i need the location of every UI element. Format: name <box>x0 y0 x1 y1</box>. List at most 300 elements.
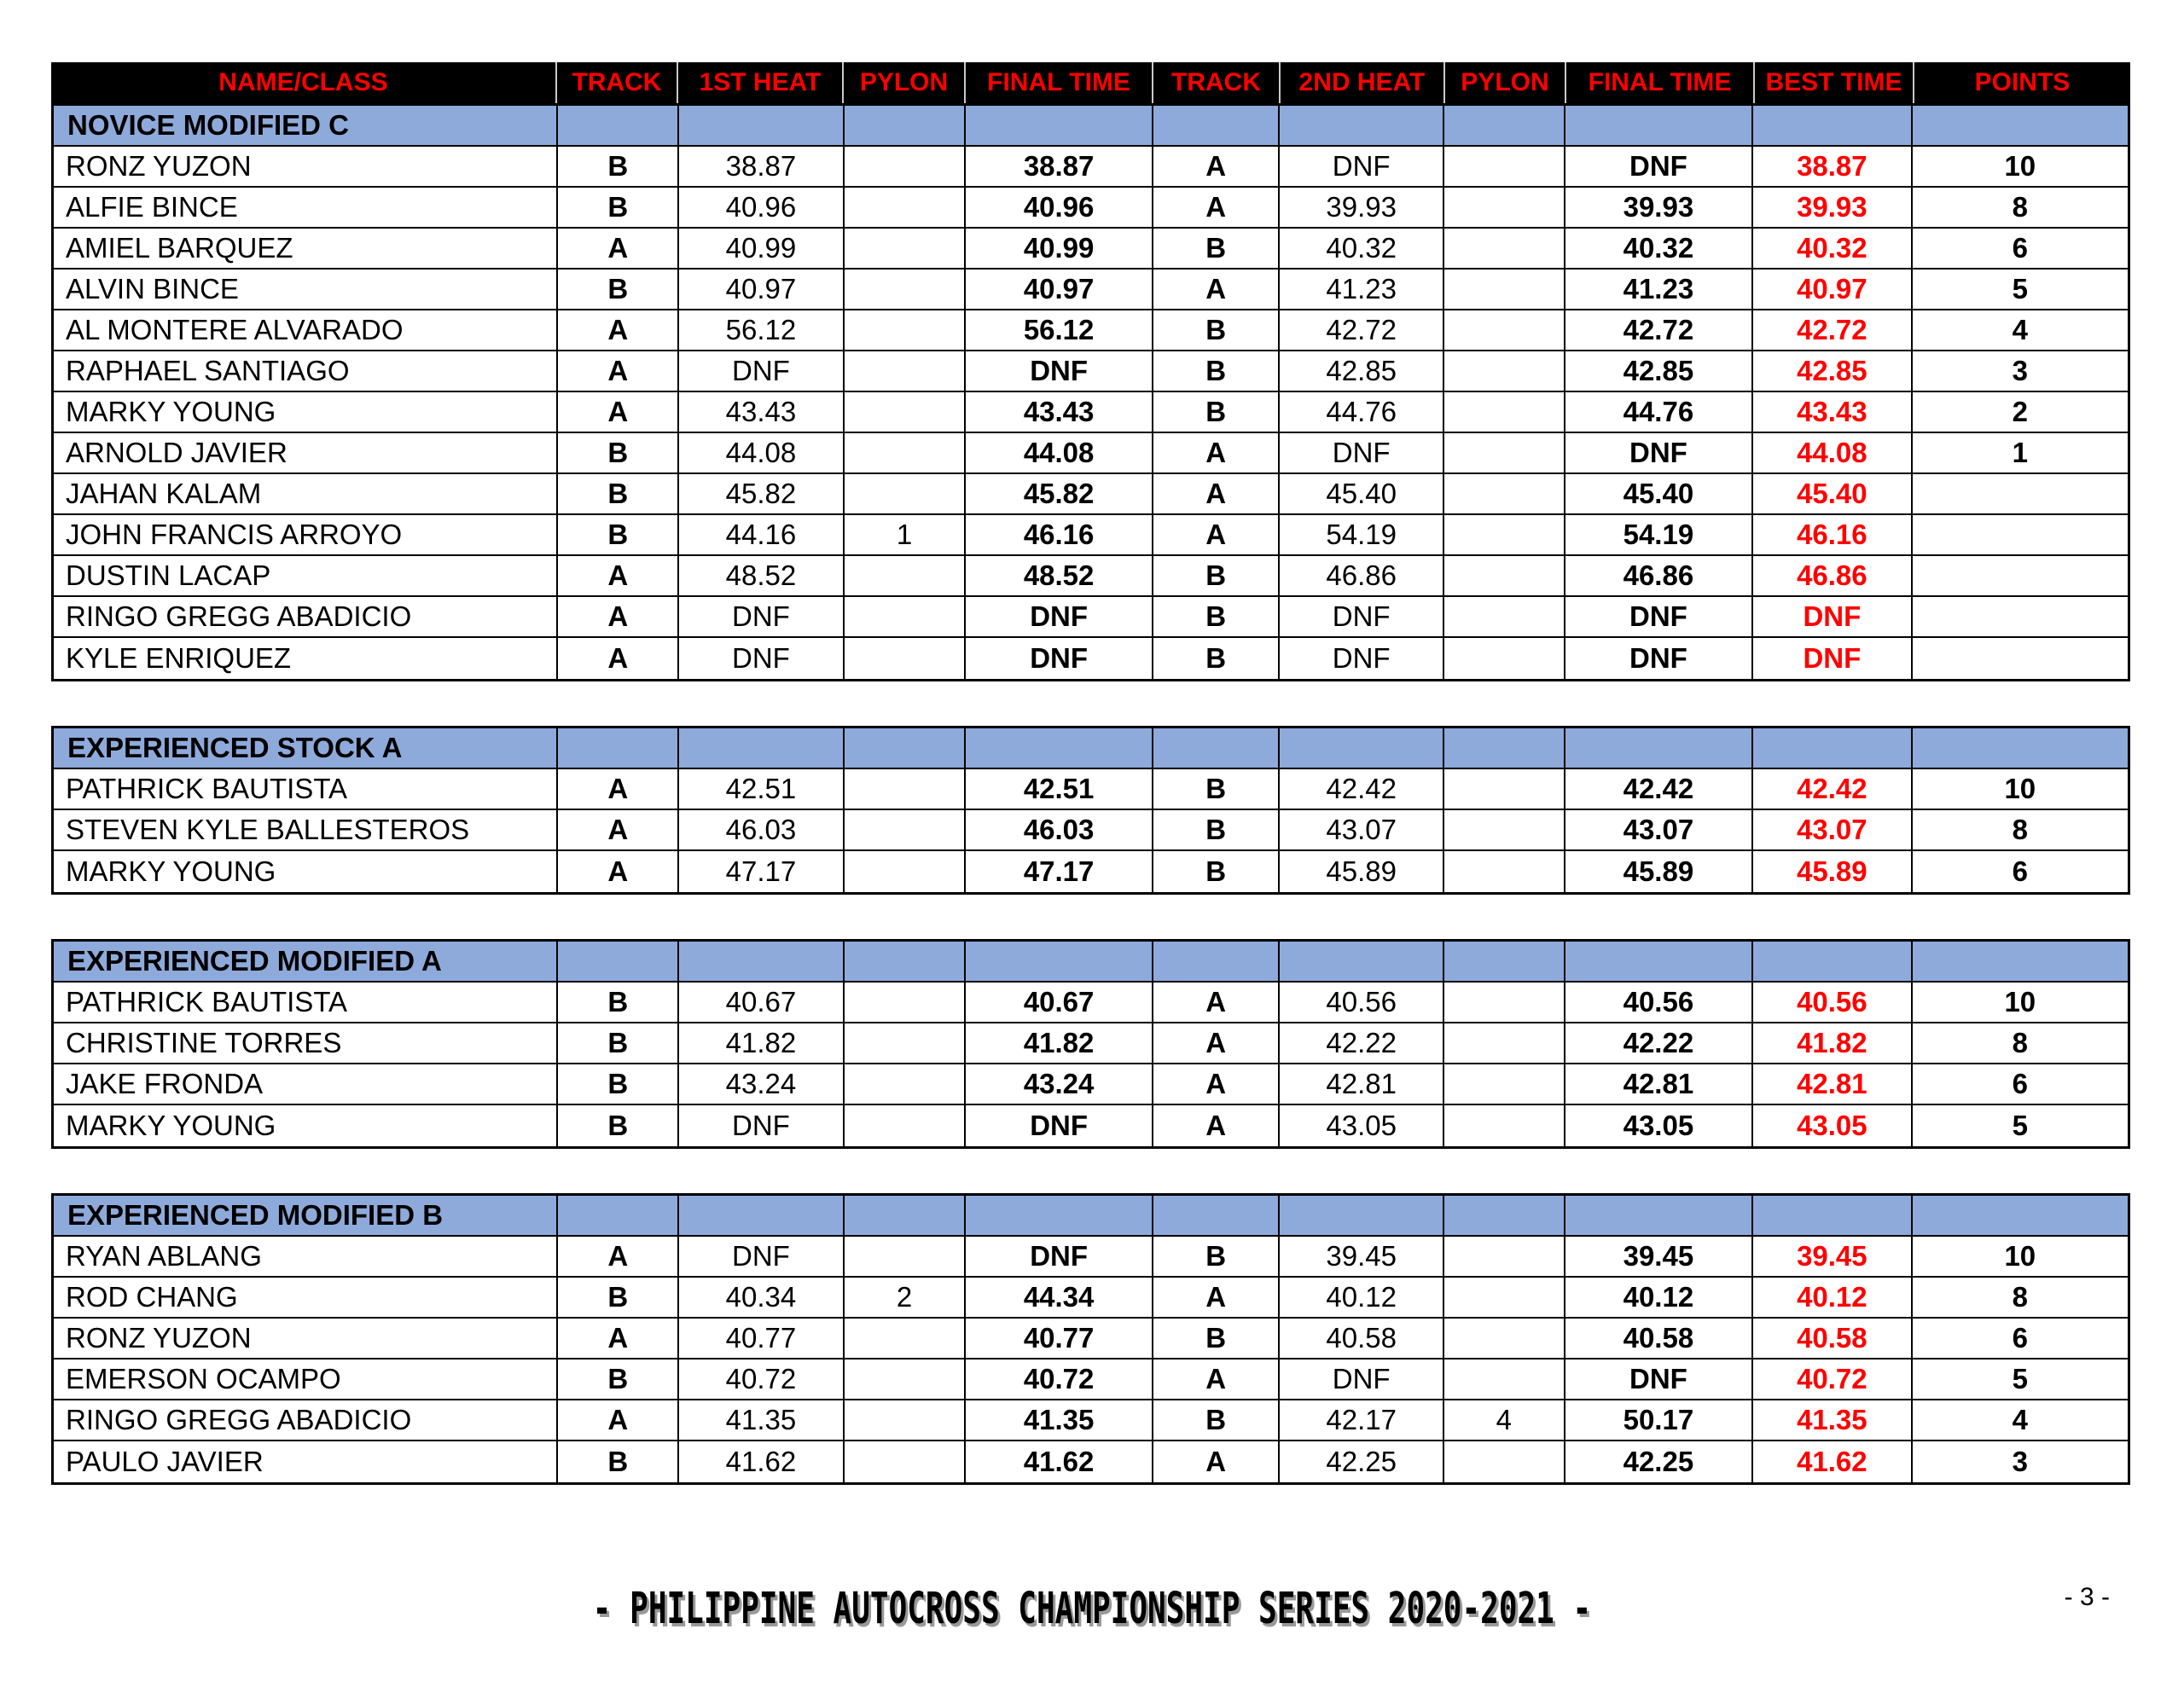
cell-best: 44.08 <box>1753 433 1912 474</box>
cell-heat2: 42.81 <box>1280 1064 1444 1105</box>
cell-best: 40.32 <box>1753 229 1912 270</box>
cell-points: 10 <box>1913 147 2128 188</box>
cell-best: 39.93 <box>1753 188 1912 229</box>
cell-final2: DNF <box>1565 597 1753 638</box>
cell-pylon2 <box>1444 229 1565 270</box>
cell-pylon1 <box>845 1359 967 1400</box>
cell-heat2: 45.89 <box>1280 851 1444 892</box>
cell-track2: A <box>1153 188 1281 229</box>
cell-track1: A <box>558 1400 679 1441</box>
cell-final1: 41.62 <box>966 1441 1153 1482</box>
section-title-spacer <box>966 728 1153 769</box>
section-title-spacer <box>966 942 1153 983</box>
cell-track1: B <box>558 188 679 229</box>
cell-points: 8 <box>1913 1023 2128 1064</box>
cell-points: 10 <box>1913 769 2128 810</box>
cell-pylon2 <box>1444 1064 1565 1105</box>
cell-points: 2 <box>1913 392 2128 433</box>
cell-track2: B <box>1153 638 1281 679</box>
cell-pylon1 <box>845 597 967 638</box>
cell-points: 6 <box>2012 855 2028 887</box>
cell-heat1: 41.35 <box>679 1400 845 1441</box>
section-title-spacer <box>1565 1196 1753 1237</box>
cell-pylon1 <box>845 1064 967 1105</box>
cell-pylon2 <box>1444 1237 1565 1278</box>
cell-name: MARKY YOUNG <box>54 392 558 433</box>
cell-points: 4 <box>1913 1400 2128 1441</box>
cell-final2: DNF <box>1565 147 1753 188</box>
cell-pylon2 <box>1444 515 1565 556</box>
cell-heat2: 43.07 <box>1280 810 1444 851</box>
cell-pylon1 <box>845 270 967 310</box>
cell-heat1: 40.34 <box>679 1278 845 1319</box>
cell-points: 10 <box>1913 983 2128 1023</box>
cell-best: 43.05 <box>1753 1105 1912 1146</box>
cell-track2: B <box>1153 1400 1281 1441</box>
cell-heat2: 42.22 <box>1280 1023 1444 1064</box>
cell-best: 40.56 <box>1753 983 1912 1023</box>
cell-final2: 42.85 <box>1565 351 1753 392</box>
cell-track1: B <box>558 433 679 474</box>
cell-final1: 38.87 <box>966 147 1153 188</box>
column-header-9: FINAL TIME <box>1566 62 1755 103</box>
cell-final2: 54.19 <box>1565 515 1753 556</box>
cell-pylon2 <box>1444 851 1565 892</box>
cell-pylon2 <box>1444 351 1565 392</box>
cell-heat1: 41.82 <box>679 1023 845 1064</box>
cell-pylon1 <box>845 810 967 851</box>
cell-track2: A <box>1153 1441 1281 1482</box>
cell-track2: A <box>1153 1064 1281 1105</box>
cell-pylon2 <box>1444 1105 1565 1146</box>
cell-track1: B <box>558 1105 679 1146</box>
section-title-spacer <box>679 106 845 147</box>
cell-best: 42.85 <box>1753 351 1912 392</box>
cell-track1: B <box>558 474 679 515</box>
cell-heat1: DNF <box>679 1105 845 1146</box>
column-header-3: 1ST HEAT <box>678 62 844 103</box>
class-section <box>51 726 2130 895</box>
section-title-spacer <box>1280 1196 1444 1237</box>
cell-final2: 40.32 <box>1565 229 1753 270</box>
cell-track1: A <box>558 851 679 892</box>
cell-heat2: DNF <box>1280 1359 1444 1400</box>
cell-final1: 40.99 <box>966 229 1153 270</box>
section-title-spacer <box>679 728 845 769</box>
cell-best: DNF <box>1753 638 1912 679</box>
cell-best: 41.62 <box>1753 1441 1912 1482</box>
cell-track1: A <box>558 597 679 638</box>
results-table <box>51 62 2130 1485</box>
cell-track2: A <box>1153 515 1281 556</box>
cell-final2: 42.22 <box>1565 1023 1753 1064</box>
cell-track2: A <box>1153 270 1281 310</box>
cell-track2: B <box>1153 769 1281 810</box>
section-title-spacer <box>558 1196 679 1237</box>
cell-best: 40.72 <box>1753 1359 1912 1400</box>
cell-final2: 42.25 <box>1565 1441 1753 1482</box>
cell-name: ALVIN BINCE <box>54 270 558 310</box>
cell-final1: 40.77 <box>966 1319 1153 1359</box>
cell-points: 5 <box>1913 270 2128 310</box>
cell-heat1: DNF <box>679 351 845 392</box>
cell-heat1: 40.77 <box>679 1319 845 1359</box>
cell-final2: 40.58 <box>1565 1319 1753 1359</box>
cell-pylon1 <box>845 392 967 433</box>
cell-heat1: 48.52 <box>679 556 845 597</box>
section-title-spacer <box>1913 728 2128 769</box>
cell-best: 42.42 <box>1753 769 1912 810</box>
cell-heat2: DNF <box>1280 433 1444 474</box>
cell-name: RINGO GREGG ABADICIO <box>54 597 558 638</box>
cell-points: 10 <box>1913 1237 2128 1278</box>
cell-final2: 46.86 <box>1565 556 1753 597</box>
cell-track1: A <box>558 638 679 679</box>
section-title: NOVICE MODIFIED C <box>54 106 558 147</box>
cell-pylon2 <box>1444 769 1565 810</box>
cell-pylon1 <box>845 229 967 270</box>
section-title-spacer <box>558 942 679 983</box>
cell-name: RYAN ABLANG <box>54 1237 558 1278</box>
cell-heat1: 44.08 <box>679 433 845 474</box>
cell-heat1: 40.97 <box>679 270 845 310</box>
cell-heat1: 41.62 <box>679 1441 845 1482</box>
cell-pylon2 <box>1444 433 1565 474</box>
cell-pylon1 <box>845 310 967 351</box>
cell-heat2: 40.58 <box>1280 1319 1444 1359</box>
cell-track2: A <box>1153 1023 1281 1064</box>
cell-pylon2 <box>1444 810 1565 851</box>
cell-track1: B <box>558 1023 679 1064</box>
cell-pylon1 <box>845 1105 967 1146</box>
cell-pylon1 <box>845 1319 967 1359</box>
cell-pylon2 <box>1444 1441 1565 1482</box>
cell-name: ROD CHANG <box>54 1278 558 1319</box>
cell-name: MARKY YOUNG <box>54 1105 558 1146</box>
cell-heat1: DNF <box>679 1237 845 1278</box>
cell-track1: B <box>558 983 679 1023</box>
section-title-spacer <box>679 1196 845 1237</box>
cell-heat1: 56.12 <box>679 310 845 351</box>
cell-points <box>1913 597 2128 638</box>
cell-pylon1 <box>845 983 967 1023</box>
cell-final2: 39.45 <box>1565 1237 1753 1278</box>
cell-pylon2 <box>1444 597 1565 638</box>
cell-heat1: 42.51 <box>679 769 845 810</box>
cell-track1: B <box>558 1441 679 1482</box>
cell-heat1: 40.96 <box>679 188 845 229</box>
cell-heat2: 43.05 <box>1280 1105 1444 1146</box>
cell-final2: 45.40 <box>1565 474 1753 515</box>
cell-best: 40.58 <box>1753 1319 1912 1359</box>
cell-heat1: DNF <box>679 638 845 679</box>
cell-track1: A <box>558 1319 679 1359</box>
cell-track2: A <box>1153 433 1281 474</box>
cell-best: 38.87 <box>1753 147 1912 188</box>
cell-pylon1 <box>845 1441 967 1482</box>
section-title-spacer <box>1913 942 2128 983</box>
cell-points <box>1913 515 2128 556</box>
cell-heat2: DNF <box>1280 147 1444 188</box>
cell-best: 42.72 <box>1753 310 1912 351</box>
cell-points: 8 <box>1913 188 2128 229</box>
cell-final1: 47.17 <box>966 851 1153 892</box>
section-title-spacer <box>845 728 967 769</box>
cell-pylon1 <box>845 147 967 188</box>
column-header-10: BEST TIME <box>1755 62 1914 103</box>
table-header-row <box>51 62 2130 103</box>
section-title-spacer <box>1280 728 1444 769</box>
section-title-spacer <box>1565 728 1753 769</box>
cell-pylon1 <box>845 474 967 515</box>
cell-final2: 44.76 <box>1565 392 1753 433</box>
cell-final2: 50.17 <box>1565 1400 1753 1441</box>
cell-best: 40.97 <box>1753 270 1912 310</box>
cell-heat1: 40.99 <box>679 229 845 270</box>
cell-final2: 42.42 <box>1565 769 1753 810</box>
cell-best: 46.86 <box>1753 556 1912 597</box>
cell-track1: B <box>558 147 679 188</box>
cell-track1: B <box>558 270 679 310</box>
cell-name: RONZ YUZON <box>54 147 558 188</box>
cell-name: RINGO GREGG ABADICIO <box>54 1400 558 1441</box>
cell-best: 43.43 <box>1753 392 1912 433</box>
cell-heat2: 40.56 <box>1280 983 1444 1023</box>
cell-points <box>1913 556 2128 597</box>
cell-heat2: 54.19 <box>1280 515 1444 556</box>
cell-pylon2 <box>1444 638 1565 679</box>
cell-final1: 40.67 <box>966 983 1153 1023</box>
cell-name: JAKE FRONDA <box>54 1064 558 1105</box>
cell-points: 1 <box>1913 433 2128 474</box>
cell-track2: A <box>1153 474 1281 515</box>
cell-track1: A <box>558 392 679 433</box>
cell-final1: 43.24 <box>966 1064 1153 1105</box>
cell-final2: DNF <box>1565 638 1753 679</box>
cell-pylon1 <box>845 351 967 392</box>
cell-best: 40.12 <box>1753 1278 1912 1319</box>
cell-pylon2 <box>1444 188 1565 229</box>
cell-heat1: DNF <box>679 597 845 638</box>
section-title-spacer <box>1565 106 1753 147</box>
cell-track2: B <box>1153 810 1281 851</box>
section-title-spacer <box>1753 728 1912 769</box>
column-header-2: TRACK <box>557 62 678 103</box>
cell-track1: A <box>558 351 679 392</box>
cell-track2: B <box>1153 556 1281 597</box>
column-header-5: FINAL TIME <box>966 62 1153 103</box>
cell-heat2: 40.32 <box>1280 229 1444 270</box>
cell-name: ALFIE BINCE <box>54 188 558 229</box>
cell-pylon1 <box>845 188 967 229</box>
section-title: EXPERIENCED MODIFIED A <box>54 942 558 983</box>
cell-final2: DNF <box>1565 1359 1753 1400</box>
cell-track1: B <box>558 515 679 556</box>
section-title-spacer <box>1444 1196 1565 1237</box>
cell-name: CHRISTINE TORRES <box>54 1023 558 1064</box>
section-title: EXPERIENCED STOCK A <box>54 728 558 769</box>
column-header-11: POINTS <box>1974 68 2071 96</box>
section-title-spacer <box>1913 1196 2128 1237</box>
cell-pylon2 <box>1444 1319 1565 1359</box>
cell-best: 45.40 <box>1753 474 1912 515</box>
cell-final1: 40.72 <box>966 1359 1153 1400</box>
cell-pylon2 <box>1444 1023 1565 1064</box>
cell-final1: DNF <box>966 597 1153 638</box>
cell-final1: 48.52 <box>966 556 1153 597</box>
section-title-spacer <box>845 1196 967 1237</box>
cell-final1: 41.82 <box>966 1023 1153 1064</box>
cell-pylon1 <box>845 851 967 892</box>
cell-name: AL MONTERE ALVARADO <box>54 310 558 351</box>
cell-final1: 46.03 <box>966 810 1153 851</box>
cell-heat2: 45.40 <box>1280 474 1444 515</box>
cell-pylon1: 1 <box>845 515 967 556</box>
section-title-spacer <box>1444 106 1565 147</box>
cell-name: PATHRICK BAUTISTA <box>54 983 558 1023</box>
cell-final2: 43.07 <box>1565 810 1753 851</box>
cell-track2: B <box>1153 851 1281 892</box>
section-title-spacer <box>558 106 679 147</box>
cell-final2: 39.93 <box>1565 188 1753 229</box>
cell-pylon2 <box>1444 983 1565 1023</box>
cell-heat2: 42.17 <box>1280 1400 1444 1441</box>
cell-name: MARKY YOUNG <box>54 851 558 892</box>
cell-track1: A <box>558 810 679 851</box>
cell-pylon1 <box>845 1400 967 1441</box>
cell-track1: A <box>558 769 679 810</box>
cell-track2: A <box>1153 147 1281 188</box>
section-title-spacer <box>1565 942 1753 983</box>
cell-final2: 41.23 <box>1565 270 1753 310</box>
cell-pylon2 <box>1444 1278 1565 1319</box>
section-title-spacer <box>845 942 967 983</box>
cell-track2: A <box>1153 1105 1281 1146</box>
cell-name: PATHRICK BAUTISTA <box>54 769 558 810</box>
class-section <box>51 103 2130 681</box>
cell-pylon1 <box>845 1023 967 1064</box>
cell-final1: DNF <box>966 1237 1153 1278</box>
section-title-spacer <box>1153 106 1281 147</box>
cell-best: 45.89 <box>1753 851 1912 892</box>
cell-name: STEVEN KYLE BALLESTEROS <box>54 810 558 851</box>
section-title-spacer <box>1753 1196 1912 1237</box>
cell-pylon1 <box>845 769 967 810</box>
cell-track1: B <box>558 1359 679 1400</box>
cell-heat1: 47.17 <box>679 851 845 892</box>
cell-name: JOHN FRANCIS ARROYO <box>54 515 558 556</box>
cell-final2: 43.05 <box>1565 1105 1753 1146</box>
footer-title: - PHILIPPINE AUTOCROSS CHAMPIONSHIP SERIES 2020-2021 - <box>592 1585 1592 1634</box>
cell-best: 42.81 <box>1753 1064 1912 1105</box>
cell-final1: 42.51 <box>966 769 1153 810</box>
cell-points: 6 <box>1913 1319 2128 1359</box>
cell-name: AMIEL BARQUEZ <box>54 229 558 270</box>
section-title-spacer <box>966 106 1153 147</box>
section-title-spacer <box>966 1196 1153 1237</box>
cell-best: 43.07 <box>1753 810 1912 851</box>
cell-heat2: 41.23 <box>1280 270 1444 310</box>
cell-heat1: 38.87 <box>679 147 845 188</box>
cell-heat2: 39.93 <box>1280 188 1444 229</box>
cell-points: 5 <box>1913 1359 2128 1400</box>
cell-name: PAULO JAVIER <box>54 1441 558 1482</box>
class-section <box>51 939 2130 1149</box>
cell-pylon1 <box>845 1237 967 1278</box>
page-number: - 3 - <box>2064 1583 2110 1611</box>
cell-track2: A <box>1153 1359 1281 1400</box>
cell-final2: DNF <box>1565 433 1753 474</box>
cell-best: DNF <box>1753 597 1912 638</box>
column-header-7: 2ND HEAT <box>1281 62 1445 103</box>
cell-pylon2 <box>1444 310 1565 351</box>
cell-name: JAHAN KALAM <box>54 474 558 515</box>
cell-track2: B <box>1153 392 1281 433</box>
cell-final1: 43.43 <box>966 392 1153 433</box>
cell-track2: B <box>1153 229 1281 270</box>
cell-pylon1: 2 <box>845 1278 967 1319</box>
cell-track2: B <box>1153 1237 1281 1278</box>
cell-heat2: 39.45 <box>1280 1237 1444 1278</box>
column-header-1: NAME/CLASS <box>51 62 557 103</box>
cell-heat1: 40.72 <box>679 1359 845 1400</box>
cell-pylon2 <box>1444 392 1565 433</box>
cell-pylon1 <box>845 638 967 679</box>
cell-final2: 42.81 <box>1565 1064 1753 1105</box>
cell-track1: A <box>558 1237 679 1278</box>
cell-points <box>1913 474 2128 515</box>
cell-track2: A <box>1153 983 1281 1023</box>
cell-pylon2 <box>1444 270 1565 310</box>
table-sections <box>51 103 2130 1485</box>
cell-pylon2 <box>1444 147 1565 188</box>
cell-final1: 44.08 <box>966 433 1153 474</box>
cell-best: 39.45 <box>1753 1237 1912 1278</box>
column-header-8: PYLON <box>1445 62 1566 103</box>
cell-heat2: 40.12 <box>1280 1278 1444 1319</box>
cell-final1: DNF <box>966 1105 1153 1146</box>
cell-final1: 45.82 <box>966 474 1153 515</box>
cell-heat2: DNF <box>1280 638 1444 679</box>
cell-best: 46.16 <box>1753 515 1912 556</box>
cell-points: 3 <box>2012 1446 2028 1477</box>
cell-heat1: 43.43 <box>679 392 845 433</box>
cell-heat2: 42.25 <box>1280 1441 1444 1482</box>
section-title-spacer <box>1753 106 1912 147</box>
section-title-spacer <box>1753 942 1912 983</box>
cell-heat2: DNF <box>1280 597 1444 638</box>
cell-heat2: 42.72 <box>1280 310 1444 351</box>
class-section <box>51 1193 2130 1485</box>
section-title-spacer <box>1913 106 2128 147</box>
section-title-spacer <box>1444 942 1565 983</box>
section-title-spacer <box>1153 1196 1281 1237</box>
cell-pylon2 <box>1444 474 1565 515</box>
section-title-spacer <box>558 728 679 769</box>
cell-name: EMERSON OCAMPO <box>54 1359 558 1400</box>
cell-heat1: 44.16 <box>679 515 845 556</box>
cell-best: 41.82 <box>1753 1023 1912 1064</box>
section-title-spacer <box>1280 106 1444 147</box>
cell-heat2: 46.86 <box>1280 556 1444 597</box>
cell-final1: 40.96 <box>966 188 1153 229</box>
cell-points: 8 <box>1913 810 2128 851</box>
cell-final2: 40.12 <box>1565 1278 1753 1319</box>
cell-pylon1 <box>845 433 967 474</box>
cell-final1: DNF <box>966 638 1153 679</box>
cell-heat2: 42.42 <box>1280 769 1444 810</box>
cell-heat1: 40.67 <box>679 983 845 1023</box>
